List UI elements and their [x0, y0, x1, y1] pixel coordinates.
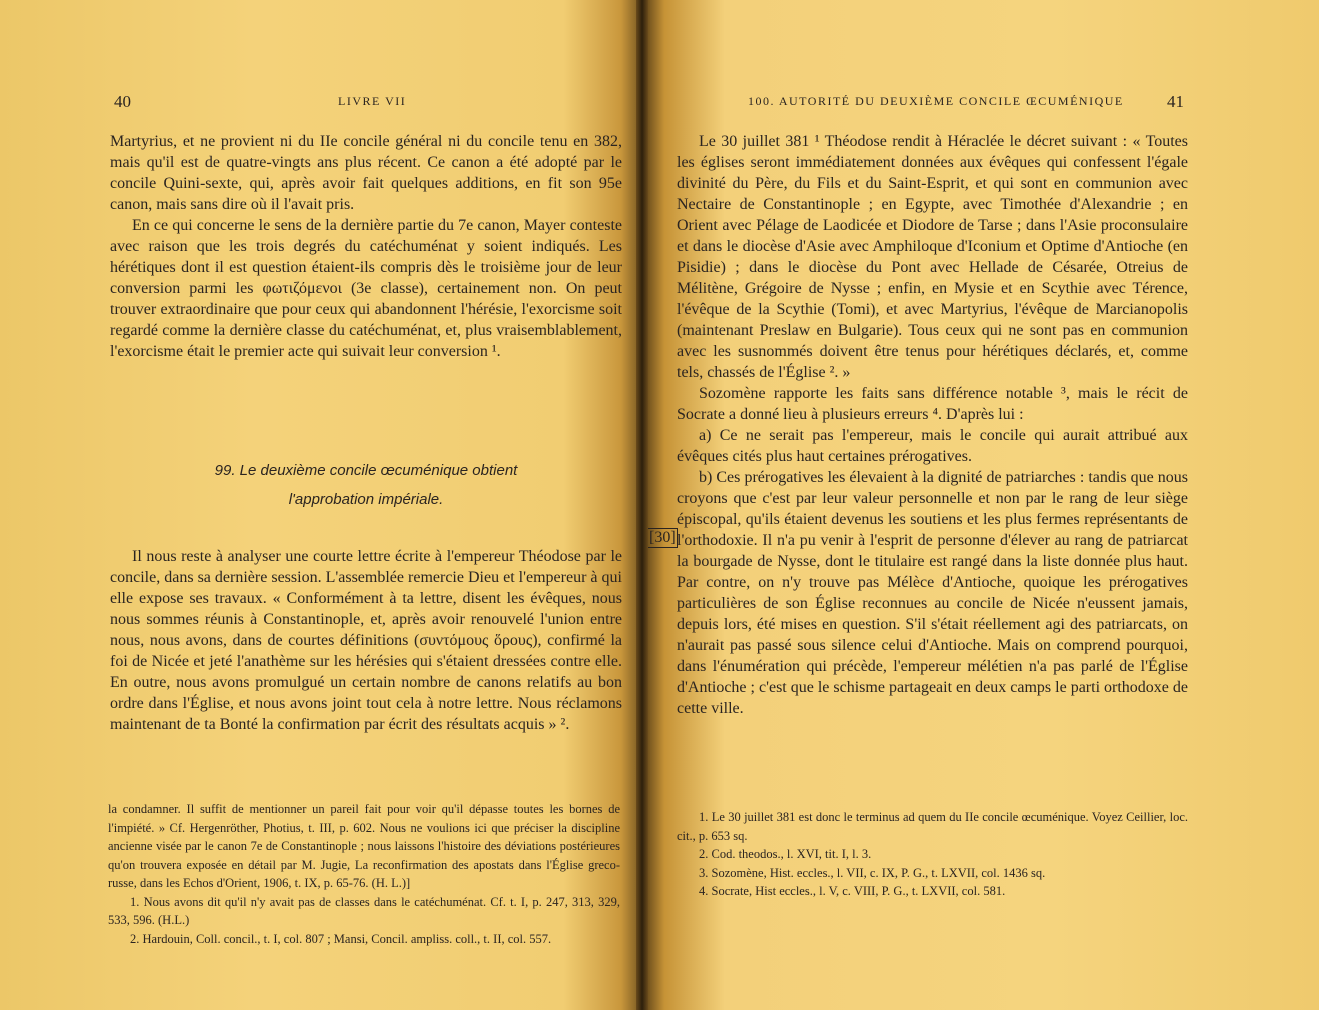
section-title: 99. Le deuxième concile œcuménique obtient: [214, 462, 518, 479]
running-head: LIVRE VII: [338, 94, 407, 108]
footnote: 4. Socrate, Hist eccles., l. V, c. VIII, P. G., t. LXVII, col. 581.: [699, 884, 1006, 898]
body-text: [110, 131, 622, 362]
margin-page-mark: [30]: [649, 529, 676, 546]
right-page: [644, 0, 1319, 1010]
paragraph: a) Ce ne serait pas l'empereur, mais le concile qui aurait attribué aux évêques cités plus haut certaines prérogatives.: [677, 427, 1188, 465]
footnotes: [108, 800, 620, 948]
paragraph: En ce qui concerne le sens de la dernière partie du 7e canon, Mayer conteste avec raison que les trois degrés du catéchuménat y soient indiqués. Les hérétiques dont il est question étaient-ils compris dès le troisième jour de leur conversion parmi les φωτιζόμενοι (3e classe), certainement non. On peut trouver extraordinaire que pour ceux qui abandonnent l'hérésie, l'exorcisme soit regardé comme la dernière classe du catéchuménat, et, plus vraisemblablement, l'exorcisme était le premier acte qui suivait leur conversion ¹.: [110, 217, 622, 360]
paragraph: Martyrius, et ne provient ni du IIe concile général ni du concile tenu en 382, mais qu'il est de quatre-vingts ans plus récent. Ce canon a été adopté par le concile Quini-sexte, qui, après avoir fait quelques additions, en fit son 95e canon, mais sans dire où il l'avait pris.: [110, 133, 622, 213]
footnote: la condamner. Il suffit de mentionner un pareil fait pour voir qu'il dépasse toutes les bornes de l'impiété. » Cf. Hergenröther, Photius, t. III, p. 602. Nous ne voulions ici que préciser la discipline ancienne visée par le canon 7e de Constantinople ; nous laissons l'histoire des déviations postérieures qu'on trouvera exposée en détail par M. Jugie, La reconfirmation des apostats dans l'Église greco-russe, dans les Echos d'Orient, 1906, t. IX, p. 65-76. (H. L.)]: [108, 802, 620, 890]
footnote: 2. Cod. theodos., l. XVI, tit. I, l. 3.: [699, 847, 872, 861]
book-gutter: [636, 0, 648, 1010]
left-page: [0, 0, 640, 1010]
footnote: 3. Sozomène, Hist. eccles., l. VII, c. IX, P. G., t. LXVII, col. 1436 sq.: [699, 865, 1046, 880]
footnote: 2. Hardouin, Coll. concil., t. I, col. 807 ; Mansi, Concil. ampliss. coll., t. II, col. 557.: [130, 931, 552, 946]
paragraph: Sozomène rapporte les faits sans différence notable ³, mais le récit de Socrate a donné lieu à plusieurs erreurs ⁴. D'après lui :: [677, 385, 1188, 423]
footnote: 1. Nous avons dit qu'il n'y avait pas de classes dans le catéchuménat. Cf. t. I, p. 247, 313, 329, 533, 596. (H.L.): [108, 894, 620, 927]
paragraph: Le 30 juillet 381 ¹ Théodose rendit à Héraclée le décret suivant : « Toutes les églises seront immédiatement données aux évêques qui confessent l'égale divinité du Père, du Fils et du Saint-Esprit, et qui sont en communion avec Nectaire de Constantinople ; en Egypte, avec Timothée d'Alexandrie ; en Orient avec Pélage de Laodicée et Diodore de Tarse ; dans l'Asie proconsulaire et dans le diocèse d'Asie avec Amphiloque d'Iconium et Optime d'Antioche (en Pisidie) ; dans le diocèse du Pont avec Hellade de Césarée, Otreius de Mélitène, Grégoire de Nysse ; enfin, en Mysie et en Scythie avec Térence, l'évêque de la Scythie (Tomi), et avec Martyrius, l'évêque de Marcianopolis (maintenant Preslaw en Bulgarie). Tous ceux qui ne sont pas en communion avec les susnommés doivent être tenus pour hérétiques déclarés, et, comme tels, chassés de l'Église ². »: [677, 133, 1188, 381]
page-number: 40: [114, 92, 131, 111]
page-number: 41: [1167, 92, 1184, 111]
footnotes: [677, 808, 1188, 901]
body-text-section: [110, 546, 622, 735]
footnote: 1. Le 30 juillet 381 est donc le terminus ad quem du IIe concile œcuménique. Voyez Ceillier, loc. cit., p. 653 sq.: [677, 810, 1188, 843]
paragraph: Il nous reste à analyser une courte lettre écrite à l'empereur Théodose par le concile, dans sa dernière session. L'assemblée remercie Dieu et l'empereur à qui elle expose ses travaux. « Conformément à ta lettre, disent les évêques, nous nous sommes réunis à Constantinople, et, après avoir renouvelé l'union entre nous, nous avons, dans de courtes définitions (συντόμους ὅρους), confirmé la foi de Nicée et jeté l'anathème sur les hérésies qui s'étaient dressées contre elle. En outre, nous avons promulgué un certain nombre de canons relatifs au bon ordre dans l'Église, et nous avons joint tout cela à notre lettre. Nous réclamons maintenant de ta Bonté la confirmation par écrit des résultats acquis » ².: [110, 548, 622, 733]
paragraph: b) Ces prérogatives les élevaient à la dignité de patriarches : tandis que nous croyons que c'est par leur valeur personnelle et non par le rang de leur siège épiscopal, qu'ils étaient devenus les soutiens et les plus fermes représentants de l'orthodoxie. Il n'a pu venir à l'esprit de personne d'élever au rang de patriarcat la bourgade de Nysse, dont le titulaire est rangé dans la liste donnée plus haut. Par contre, on n'y trouve pas Mélèce d'Antioche, quoique les prérogatives particulières de son Église reconnues au concile de Nicée n'eussent jamais, depuis lors, été mises en question. S'il s'était réellement agi des patriarcats, on n'aurait pas passé sous silence celui d'Antioche. Mais on comprend pourquoi, dans l'énumération qui précède, l'empereur mélétien n'a pas parlé de l'Église d'Antioche ; c'est que le schisme partageait en deux camps le parti orthodoxe de cette ville.: [677, 469, 1188, 717]
section-title-line2: l'approbation impériale.: [288, 491, 444, 508]
running-head: 100. AUTORITÉ DU DEUXIÈME CONCILE ŒCUMÉNIQUE: [748, 94, 1124, 108]
body-text: [677, 131, 1188, 719]
